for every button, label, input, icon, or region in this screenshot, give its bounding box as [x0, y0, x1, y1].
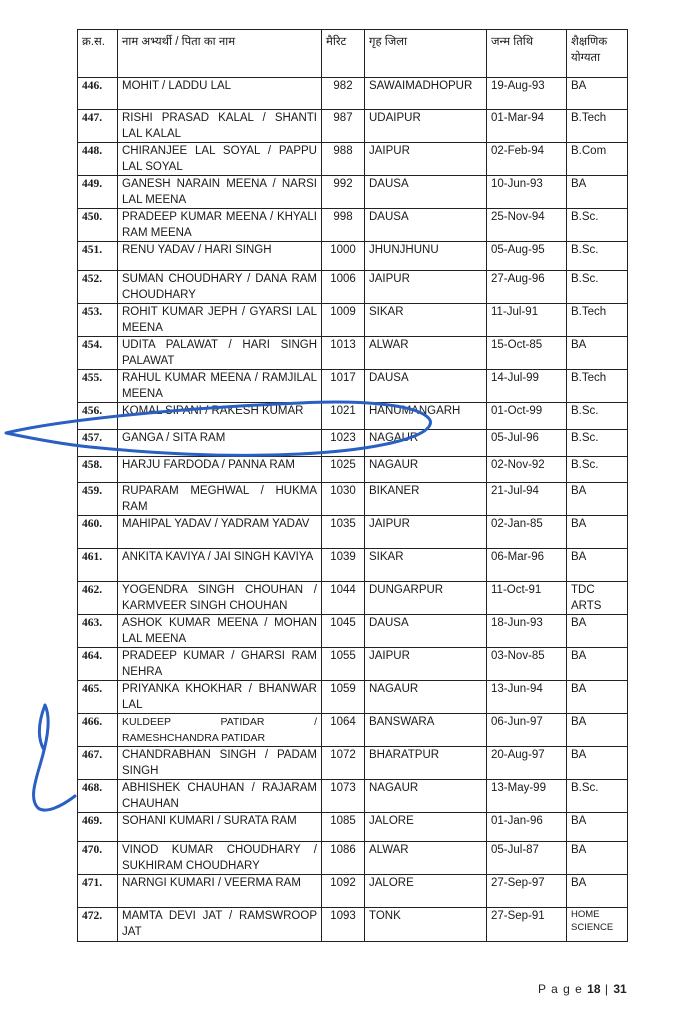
- home-district: JAIPUR: [365, 648, 487, 681]
- date-of-birth: 02-Nov-92: [487, 457, 567, 483]
- header-district: गृह जिला: [365, 30, 487, 78]
- table-header-row: [78, 30, 628, 78]
- home-district: BIKANER: [365, 483, 487, 516]
- home-district: BANSWARA: [365, 714, 487, 747]
- date-of-birth: 20-Aug-97: [487, 747, 567, 780]
- header-serial: क्र.स.: [78, 30, 118, 78]
- date-of-birth: 27-Sep-97: [487, 875, 567, 908]
- serial-number: 458.: [78, 457, 118, 483]
- qualification: BA: [567, 549, 628, 582]
- qualification: B.Sc.: [567, 403, 628, 430]
- candidate-name: ROHIT KUMAR JEPH / GYARSI LAL MEENA: [118, 304, 322, 337]
- date-of-birth: 03-Nov-85: [487, 648, 567, 681]
- home-district: ALWAR: [365, 337, 487, 370]
- qualification: B.Com: [567, 143, 628, 176]
- table-row: [78, 370, 628, 403]
- date-of-birth: 15-Oct-85: [487, 337, 567, 370]
- table-row: [78, 516, 628, 549]
- serial-number: 460.: [78, 516, 118, 549]
- home-district: JAIPUR: [365, 143, 487, 176]
- candidate-name: RISHI PRASAD KALAL / SHANTI LAL KALAL: [118, 110, 322, 143]
- qualification: B.Tech: [567, 370, 628, 403]
- serial-number: 466.: [78, 714, 118, 747]
- home-district: SAWAIMADHOPUR: [365, 78, 487, 110]
- qualification: BA: [567, 78, 628, 110]
- serial-number: 472.: [78, 908, 118, 942]
- merit-number: 1073: [322, 780, 365, 813]
- table-row: [78, 615, 628, 648]
- merit-number: 1045: [322, 615, 365, 648]
- qualification: BA: [567, 648, 628, 681]
- merit-number: 1086: [322, 842, 365, 875]
- table-row: [78, 549, 628, 582]
- header-name: नाम अभ्यर्थी / पिता का नाम: [118, 30, 322, 78]
- table-row: [78, 337, 628, 370]
- merit-number: 1044: [322, 582, 365, 615]
- candidate-name: CHANDRABHAN SINGH / PADAM SINGH: [118, 747, 322, 780]
- serial-number: 469.: [78, 813, 118, 842]
- table-row: [78, 648, 628, 681]
- merit-number: 1064: [322, 714, 365, 747]
- merit-number: 1000: [322, 242, 365, 271]
- table-row: [78, 78, 628, 110]
- home-district: NAGAUR: [365, 430, 487, 457]
- table-row: [78, 304, 628, 337]
- header-qualification: शैक्षणिक योग्यता: [567, 30, 628, 78]
- date-of-birth: 19-Aug-93: [487, 78, 567, 110]
- date-of-birth: 25-Nov-94: [487, 209, 567, 242]
- home-district: JAIPUR: [365, 271, 487, 304]
- table-row: [78, 842, 628, 875]
- merit-number: 1035: [322, 516, 365, 549]
- qualification: B.Sc.: [567, 457, 628, 483]
- header-dob: जन्म तिथि: [487, 30, 567, 78]
- table-row: [78, 747, 628, 780]
- qualification: B.Sc.: [567, 209, 628, 242]
- date-of-birth: 27-Aug-96: [487, 271, 567, 304]
- home-district: DAUSA: [365, 209, 487, 242]
- serial-number: 463.: [78, 615, 118, 648]
- table-row: [78, 430, 628, 457]
- home-district: JALORE: [365, 875, 487, 908]
- serial-number: 453.: [78, 304, 118, 337]
- merit-number: 1055: [322, 648, 365, 681]
- serial-number: 446.: [78, 78, 118, 110]
- table-row: [78, 457, 628, 483]
- table-row: [78, 681, 628, 714]
- merit-number: 1006: [322, 271, 365, 304]
- home-district: ALWAR: [365, 842, 487, 875]
- page-number: 18: [587, 982, 601, 996]
- qualification: BA: [567, 842, 628, 875]
- serial-number: 465.: [78, 681, 118, 714]
- serial-number: 455.: [78, 370, 118, 403]
- serial-number: 459.: [78, 483, 118, 516]
- table-row: [78, 403, 628, 430]
- table-row: [78, 780, 628, 813]
- home-district: SIKAR: [365, 549, 487, 582]
- serial-number: 454.: [78, 337, 118, 370]
- merit-number: 1017: [322, 370, 365, 403]
- candidate-name: KULDEEP PATIDAR / RAMESHCHANDRA PATIDAR: [118, 714, 322, 747]
- header-merit: मैरिट: [322, 30, 365, 78]
- page-word: P a g e: [538, 982, 583, 996]
- candidate-name: ASHOK KUMAR MEENA / MOHAN LAL MEENA: [118, 615, 322, 648]
- home-district: BHARATPUR: [365, 747, 487, 780]
- qualification: BA: [567, 337, 628, 370]
- merit-number: 1013: [322, 337, 365, 370]
- serial-number: 450.: [78, 209, 118, 242]
- page-footer: [538, 982, 627, 996]
- serial-number: 467.: [78, 747, 118, 780]
- candidate-name: MAMTA DEVI JAT / RAMSWROOP JAT: [118, 908, 322, 942]
- home-district: DUNGARPUR: [365, 582, 487, 615]
- serial-number: 461.: [78, 549, 118, 582]
- home-district: JAIPUR: [365, 516, 487, 549]
- qualification: BA: [567, 615, 628, 648]
- serial-number: 470.: [78, 842, 118, 875]
- date-of-birth: 18-Jun-93: [487, 615, 567, 648]
- merit-number: 1023: [322, 430, 365, 457]
- candidate-name: MOHIT / LADDU LAL: [118, 78, 322, 110]
- date-of-birth: 02-Jan-85: [487, 516, 567, 549]
- merit-number: 1059: [322, 681, 365, 714]
- candidate-name: NARNGI KUMARI / VEERMA RAM: [118, 875, 322, 908]
- qualification: BA: [567, 714, 628, 747]
- date-of-birth: 05-Jul-96: [487, 430, 567, 457]
- candidate-name: GANGA / SITA RAM: [118, 430, 322, 457]
- home-district: JHUNJHUNU: [365, 242, 487, 271]
- candidate-name: PRADEEP KUMAR / GHARSI RAM NEHRA: [118, 648, 322, 681]
- candidate-name: KOMAL SIPANI / RAKESH KUMAR: [118, 403, 322, 430]
- date-of-birth: 01-Oct-99: [487, 403, 567, 430]
- serial-number: 462.: [78, 582, 118, 615]
- serial-number: 471.: [78, 875, 118, 908]
- home-district: NAGAUR: [365, 780, 487, 813]
- date-of-birth: 13-Jun-94: [487, 681, 567, 714]
- table-row: [78, 110, 628, 143]
- serial-number: 447.: [78, 110, 118, 143]
- table-row: [78, 242, 628, 271]
- serial-number: 464.: [78, 648, 118, 681]
- candidate-name: RUPARAM MEGHWAL / HUKMA RAM: [118, 483, 322, 516]
- table-row: [78, 483, 628, 516]
- merit-number: 1025: [322, 457, 365, 483]
- merit-number: 1092: [322, 875, 365, 908]
- qualification: HOME SCIENCE: [567, 908, 628, 942]
- serial-number: 457.: [78, 430, 118, 457]
- candidate-name: YOGENDRA SINGH CHOUHAN / KARMVEER SINGH CHOUHAN: [118, 582, 322, 615]
- merit-number: 998: [322, 209, 365, 242]
- merit-number: 1030: [322, 483, 365, 516]
- qualification: TDC ARTS: [567, 582, 628, 615]
- qualification: B.Tech: [567, 110, 628, 143]
- merit-number: 1009: [322, 304, 365, 337]
- home-district: NAGAUR: [365, 681, 487, 714]
- date-of-birth: 01-Jan-96: [487, 813, 567, 842]
- serial-number: 452.: [78, 271, 118, 304]
- candidate-name: MAHIPAL YADAV / YADRAM YADAV: [118, 516, 322, 549]
- candidate-name: GANESH NARAIN MEENA / NARSI LAL MEENA: [118, 176, 322, 209]
- qualification: B.Tech: [567, 304, 628, 337]
- candidate-name: RENU YADAV / HARI SINGH: [118, 242, 322, 271]
- merit-number: 992: [322, 176, 365, 209]
- home-district: JALORE: [365, 813, 487, 842]
- table-row: [78, 143, 628, 176]
- page-separator: |: [604, 982, 609, 996]
- serial-number: 451.: [78, 242, 118, 271]
- date-of-birth: 11-Oct-91: [487, 582, 567, 615]
- date-of-birth: 14-Jul-99: [487, 370, 567, 403]
- qualification: BA: [567, 176, 628, 209]
- candidate-name: SUMAN CHOUDHARY / DANA RAM CHOUDHARY: [118, 271, 322, 304]
- candidate-name: ABHISHEK CHAUHAN / RAJARAM CHAUHAN: [118, 780, 322, 813]
- table-row: [78, 209, 628, 242]
- handwritten-signature-mark: [34, 705, 75, 810]
- candidate-table: [77, 29, 628, 942]
- table-row: [78, 714, 628, 747]
- merit-number: 1039: [322, 549, 365, 582]
- date-of-birth: 21-Jul-94: [487, 483, 567, 516]
- date-of-birth: 11-Jul-91: [487, 304, 567, 337]
- table-row: [78, 176, 628, 209]
- home-district: UDAIPUR: [365, 110, 487, 143]
- merit-number: 1021: [322, 403, 365, 430]
- table-row: [78, 908, 628, 942]
- candidate-name: RAHUL KUMAR MEENA / RAMJILAL MEENA: [118, 370, 322, 403]
- serial-number: 468.: [78, 780, 118, 813]
- qualification: BA: [567, 813, 628, 842]
- date-of-birth: 27-Sep-91: [487, 908, 567, 942]
- total-pages: 31: [613, 982, 627, 996]
- merit-number: 1072: [322, 747, 365, 780]
- qualification: B.Sc.: [567, 242, 628, 271]
- table-row: [78, 813, 628, 842]
- qualification: B.Sc.: [567, 271, 628, 304]
- date-of-birth: 05-Aug-95: [487, 242, 567, 271]
- qualification: B.Sc.: [567, 780, 628, 813]
- home-district: DAUSA: [365, 370, 487, 403]
- serial-number: 456.: [78, 403, 118, 430]
- candidate-name: PRADEEP KUMAR MEENA / KHYALI RAM MEENA: [118, 209, 322, 242]
- merit-number: 1085: [322, 813, 365, 842]
- candidate-name: PRIYANKA KHOKHAR / BHANWAR LAL: [118, 681, 322, 714]
- date-of-birth: 02-Feb-94: [487, 143, 567, 176]
- candidate-name: SOHANI KUMARI / SURATA RAM: [118, 813, 322, 842]
- candidate-name: VINOD KUMAR CHOUDHARY / SUKHIRAM CHOUDHARY: [118, 842, 322, 875]
- merit-number: 987: [322, 110, 365, 143]
- qualification: BA: [567, 516, 628, 549]
- home-district: HANUMANGARH: [365, 403, 487, 430]
- home-district: DAUSA: [365, 615, 487, 648]
- date-of-birth: 10-Jun-93: [487, 176, 567, 209]
- merit-number: 988: [322, 143, 365, 176]
- table-row: [78, 271, 628, 304]
- home-district: TONK: [365, 908, 487, 942]
- table-row: [78, 875, 628, 908]
- qualification: B.Sc.: [567, 430, 628, 457]
- date-of-birth: 13-May-99: [487, 780, 567, 813]
- serial-number: 448.: [78, 143, 118, 176]
- table-body: [78, 78, 628, 942]
- home-district: NAGAUR: [365, 457, 487, 483]
- candidate-name: ANKITA KAVIYA / JAI SINGH KAVIYA: [118, 549, 322, 582]
- home-district: DAUSA: [365, 176, 487, 209]
- qualification: BA: [567, 483, 628, 516]
- home-district: SIKAR: [365, 304, 487, 337]
- date-of-birth: 06-Mar-96: [487, 549, 567, 582]
- date-of-birth: 05-Jul-87: [487, 842, 567, 875]
- merit-number: 1093: [322, 908, 365, 942]
- qualification: BA: [567, 747, 628, 780]
- date-of-birth: 01-Mar-94: [487, 110, 567, 143]
- qualification: BA: [567, 875, 628, 908]
- merit-number: 982: [322, 78, 365, 110]
- table-row: [78, 582, 628, 615]
- qualification: BA: [567, 681, 628, 714]
- date-of-birth: 06-Jun-97: [487, 714, 567, 747]
- candidate-name: CHIRANJEE LAL SOYAL / PAPPU LAL SOYAL: [118, 143, 322, 176]
- candidate-name: HARJU FARDODA / PANNA RAM: [118, 457, 322, 483]
- serial-number: 449.: [78, 176, 118, 209]
- candidate-name: UDITA PALAWAT / HARI SINGH PALAWAT: [118, 337, 322, 370]
